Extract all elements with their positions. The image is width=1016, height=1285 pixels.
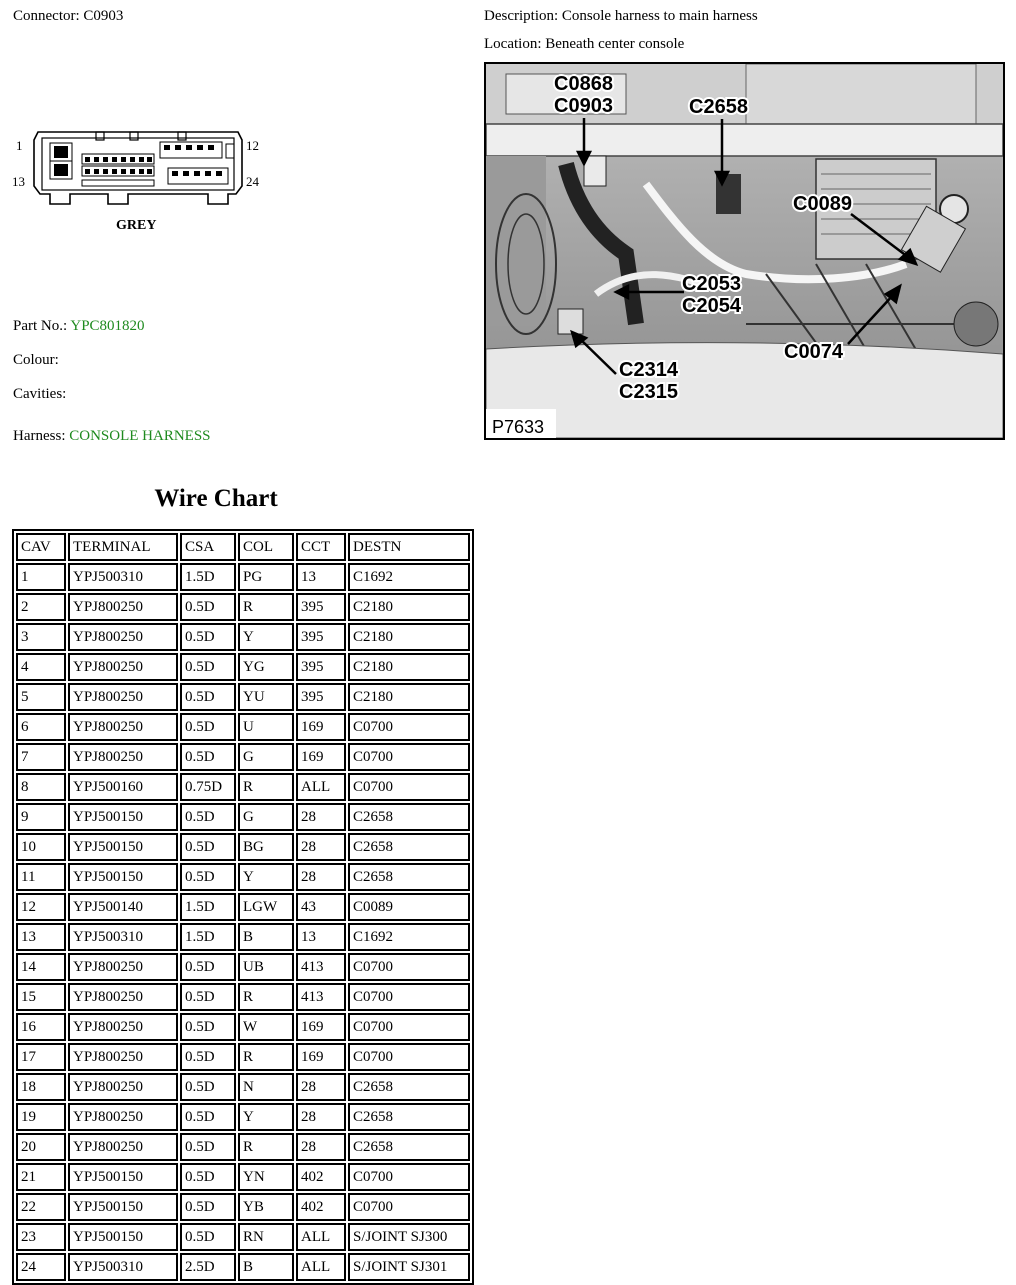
location-value: Beneath center console [545,36,685,52]
table-row [16,1193,470,1221]
cell-destn: C0700 [348,1163,470,1191]
cell-csa: 0.5D [180,953,236,981]
cell-terminal: YPJ800250 [68,1043,178,1071]
cell-col: R [238,983,294,1011]
cell-cav: 3 [16,623,66,651]
cell-col: UB [238,953,294,981]
cell-csa: 0.5D [180,713,236,741]
cell-csa: 0.5D [180,743,236,771]
wire-chart-title: Wire Chart [154,485,278,512]
table-row [16,653,470,681]
cavities-label: Cavities: [13,386,67,402]
callout-c0868: C0868 [554,73,613,95]
table-row [16,953,470,981]
cell-destn: S/JOINT SJ300 [348,1223,470,1251]
cell-destn: C0700 [348,713,470,741]
cell-cav: 15 [16,983,66,1011]
cell-destn: C2658 [348,1073,470,1101]
callout-c2658: C2658 [689,96,748,118]
cell-terminal: YPJ800250 [68,1133,178,1161]
cell-col: B [238,1253,294,1281]
cell-destn: C2658 [348,863,470,891]
wire-chart-body [16,563,470,1281]
cell-cct: 13 [296,563,346,591]
table-row [16,1163,470,1191]
cell-destn: C0700 [348,743,470,771]
cell-col: PG [238,563,294,591]
harness-label: Harness: [13,428,66,444]
part-no-field [13,318,145,335]
cell-cct: 169 [296,743,346,771]
cell-destn: C1692 [348,563,470,591]
wire-chart-table [12,529,474,1285]
location-label: Location: [484,36,542,52]
cell-csa: 0.75D [180,773,236,801]
cell-cct: 43 [296,893,346,921]
cell-cav: 2 [16,593,66,621]
cell-cct: 169 [296,1043,346,1071]
cell-csa: 1.5D [180,563,236,591]
cell-destn: C2180 [348,683,470,711]
cell-csa: 0.5D [180,1163,236,1191]
cell-cct: 413 [296,983,346,1011]
location-photo [484,62,1005,440]
cell-destn: C0089 [348,893,470,921]
cell-terminal: YPJ500310 [68,563,178,591]
table-row [16,563,470,591]
cell-cct: 28 [296,833,346,861]
table-row [16,1103,470,1131]
pin-label-12: 12 [246,138,259,153]
cell-terminal: YPJ800250 [68,713,178,741]
cell-cav: 16 [16,1013,66,1041]
cell-csa: 0.5D [180,863,236,891]
cell-cav: 21 [16,1163,66,1191]
cell-destn: C2658 [348,1103,470,1131]
cell-col: G [238,743,294,771]
description-value: Console harness to main harness [561,8,758,24]
cell-cct: 28 [296,1103,346,1131]
callout-c2053: C2053 [682,273,741,295]
cell-col: Y [238,1103,294,1131]
cell-csa: 0.5D [180,983,236,1011]
harness-field [13,428,211,445]
cell-cav: 12 [16,893,66,921]
cell-csa: 0.5D [180,1043,236,1071]
callout-c2315: C2315 [619,381,678,403]
colour-field [13,352,59,369]
cell-cav: 23 [16,1223,66,1251]
cell-terminal: YPJ500160 [68,773,178,801]
table-row [16,923,470,951]
wire-chart-header-cct: CCT [296,533,346,561]
cell-cct: 413 [296,953,346,981]
wire-chart-header-cav: CAV [16,533,66,561]
cell-destn: C0700 [348,773,470,801]
cell-cav: 6 [16,713,66,741]
table-row [16,1013,470,1041]
cell-csa: 0.5D [180,623,236,651]
cell-col: B [238,923,294,951]
table-row [16,743,470,771]
cell-destn: C0700 [348,1013,470,1041]
cell-cav: 9 [16,803,66,831]
cell-col: R [238,593,294,621]
cell-cct: 402 [296,1193,346,1221]
cell-col: LGW [238,893,294,921]
cell-cav: 1 [16,563,66,591]
cell-col: YG [238,653,294,681]
table-row [16,683,470,711]
cell-cav: 22 [16,1193,66,1221]
cell-terminal: YPJ500150 [68,1163,178,1191]
cell-destn: C1692 [348,923,470,951]
cell-col: BG [238,833,294,861]
table-row [16,1043,470,1071]
table-row [16,1073,470,1101]
cell-cct: 28 [296,863,346,891]
cell-destn: C0700 [348,983,470,1011]
cell-cct: ALL [296,1223,346,1251]
cell-csa: 0.5D [180,1073,236,1101]
cell-col: R [238,1043,294,1071]
table-row [16,1223,470,1251]
cell-cav: 18 [16,1073,66,1101]
wire-chart-header-terminal: TERMINAL [68,533,178,561]
table-row [16,863,470,891]
cell-terminal: YPJ800250 [68,1013,178,1041]
cell-csa: 0.5D [180,1103,236,1131]
cell-csa: 0.5D [180,593,236,621]
table-row [16,803,470,831]
table-row [16,983,470,1011]
cell-terminal: YPJ800250 [68,983,178,1011]
cell-csa: 1.5D [180,893,236,921]
cell-cct: 395 [296,653,346,681]
photo-code: P7633 [492,417,545,437]
cell-terminal: YPJ500310 [68,1253,178,1281]
cell-terminal: YPJ500150 [68,863,178,891]
cell-csa: 0.5D [180,1193,236,1221]
cell-cct: 13 [296,923,346,951]
cell-terminal: YPJ800250 [68,743,178,771]
cell-destn: C0700 [348,1043,470,1071]
cell-cav: 8 [16,773,66,801]
cell-terminal: YPJ500140 [68,893,178,921]
cell-cct: 169 [296,1013,346,1041]
cell-destn: C2658 [348,833,470,861]
cell-terminal: YPJ500150 [68,1223,178,1251]
cell-col: R [238,773,294,801]
table-row [16,833,470,861]
part-no-value: YPC801820 [70,318,145,334]
pin-label-24: 24 [246,174,259,189]
cell-destn: C2180 [348,623,470,651]
cell-terminal: YPJ800250 [68,653,178,681]
cell-cav: 11 [16,863,66,891]
table-row [16,1133,470,1161]
table-row [16,713,470,741]
pin-label-13: 13 [12,174,25,189]
cell-cct: 28 [296,803,346,831]
callout-c0074: C0074 [784,341,843,363]
cell-csa: 0.5D [180,683,236,711]
callout-c0089: C0089 [793,193,852,215]
cell-cav: 19 [16,1103,66,1131]
cell-destn: C2180 [348,653,470,681]
cell-cct: 395 [296,683,346,711]
cell-destn: C0700 [348,1193,470,1221]
colour-label: Colour: [13,352,59,368]
cell-terminal: YPJ500310 [68,923,178,951]
cell-destn: C2658 [348,803,470,831]
wire-chart-header-destn: DESTN [348,533,470,561]
cell-terminal: YPJ800250 [68,1103,178,1131]
cell-cav: 14 [16,953,66,981]
description-label: Description: [484,8,559,24]
table-row [16,893,470,921]
wire-chart-header-col: COL [238,533,294,561]
cell-cav: 20 [16,1133,66,1161]
cell-cav: 4 [16,653,66,681]
cell-terminal: YPJ800250 [68,1073,178,1101]
cell-cav: 17 [16,1043,66,1071]
cell-col: N [238,1073,294,1101]
cell-csa: 0.5D [180,833,236,861]
location-field [484,36,684,53]
description-field [484,8,758,25]
cell-cav: 5 [16,683,66,711]
table-row [16,1253,470,1281]
table-row [16,593,470,621]
cell-cct: 169 [296,713,346,741]
wire-chart-header-row [16,533,470,561]
cell-terminal: YPJ500150 [68,803,178,831]
part-no-label: Part No.: [13,318,68,334]
connector-label: Connector: [13,8,80,24]
cell-cct: ALL [296,773,346,801]
cell-col: Y [238,623,294,651]
cell-col: RN [238,1223,294,1251]
location-photo-drawing [486,64,1003,438]
cell-cav: 24 [16,1253,66,1281]
connector-field [13,8,123,25]
cell-cct: ALL [296,1253,346,1281]
cell-cav: 10 [16,833,66,861]
cell-col: YB [238,1193,294,1221]
cell-cct: 28 [296,1133,346,1161]
cell-csa: 0.5D [180,653,236,681]
cell-col: YN [238,1163,294,1191]
callout-c0903: C0903 [554,95,613,117]
cell-cct: 395 [296,593,346,621]
cell-cct: 402 [296,1163,346,1191]
cell-csa: 1.5D [180,923,236,951]
cell-csa: 0.5D [180,1133,236,1161]
cell-cav: 7 [16,743,66,771]
cell-destn: C2658 [348,1133,470,1161]
cell-col: Y [238,863,294,891]
cell-destn: C0700 [348,953,470,981]
cell-col: YU [238,683,294,711]
callout-c2314: C2314 [619,359,678,381]
connector-value: C0903 [83,8,124,24]
harness-value: CONSOLE HARNESS [69,428,211,444]
cell-col: U [238,713,294,741]
cell-terminal: YPJ500150 [68,1193,178,1221]
cell-cav: 13 [16,923,66,951]
cavities-field [13,386,66,403]
connector-color-label: GREY [116,218,157,233]
cell-terminal: YPJ500150 [68,833,178,861]
cell-cct: 28 [296,1073,346,1101]
connector-face-diagram [10,128,270,238]
table-row [16,773,470,801]
cell-csa: 0.5D [180,803,236,831]
cell-col: W [238,1013,294,1041]
cell-terminal: YPJ800250 [68,683,178,711]
cell-col: R [238,1133,294,1161]
cell-terminal: YPJ800250 [68,953,178,981]
cell-destn: S/JOINT SJ301 [348,1253,470,1281]
cell-terminal: YPJ800250 [68,593,178,621]
callout-c2054: C2054 [682,295,741,317]
table-row [16,623,470,651]
pin-label-1: 1 [16,138,23,153]
cell-csa: 0.5D [180,1223,236,1251]
wire-chart-header-csa: CSA [180,533,236,561]
cell-col: G [238,803,294,831]
cell-destn: C2180 [348,593,470,621]
cell-cct: 395 [296,623,346,651]
cell-csa: 0.5D [180,1013,236,1041]
cell-terminal: YPJ800250 [68,623,178,651]
cell-csa: 2.5D [180,1253,236,1281]
